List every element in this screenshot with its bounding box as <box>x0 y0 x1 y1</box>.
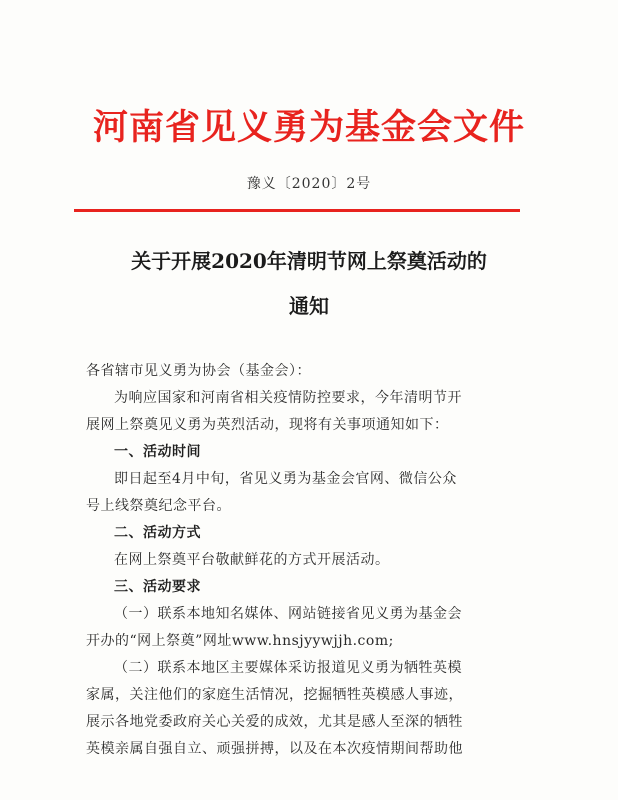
requirement-line: （二）联系本地区主要媒体采访报道见义勇为牺牲英模 <box>114 660 462 676</box>
notice-body <box>86 358 526 763</box>
notice-title-line-2: 通知 <box>289 294 329 318</box>
issuer-header-title: 河南省见义勇为基金会文件 <box>92 107 525 148</box>
requirement-line: 开办的“网上祭奠”网址www.hnsjyywjjh.com; <box>86 633 394 649</box>
requirement-line: 家属，关注他们的家庭生活情况，挖掘牺牲英模感人事迹， <box>86 687 463 703</box>
intro-line: 展网上祭奠见义勇为英烈活动，现将有关事项通知如下： <box>86 417 449 433</box>
notice-title-line-1: 关于开展2020年清明节网上祭奠活动的 <box>131 249 487 273</box>
section-heading-method: 二、活动方式 <box>114 525 201 541</box>
section-paragraph-line: 在网上祭奠平台敬献鲜花的方式开展活动。 <box>114 552 390 568</box>
requirement-line: 英模亲属自强自立、顽强拼搏，以及在本次疫情期间帮助他 <box>86 741 463 757</box>
requirement-line: （一）联系本地知名媒体、网站链接省见义勇为基金会 <box>114 606 462 622</box>
section-paragraph-line: 号上线祭奠纪念平台。 <box>86 498 231 514</box>
section-heading-time: 一、活动时间 <box>114 444 201 460</box>
document-number: 豫义〔2020〕2号 <box>246 176 372 192</box>
red-divider-line <box>74 209 520 212</box>
section-paragraph-line: 即日起至4月中旬，省见义勇为基金会官网、微信公众 <box>114 471 457 487</box>
intro-line: 为响应国家和河南省相关疫情防控要求，今年清明节开 <box>114 390 462 406</box>
requirement-line: 展示各地党委政府关心关爱的成效，尤其是感人至深的牺牲 <box>86 714 463 730</box>
section-heading-requirements: 三、活动要求 <box>114 579 201 595</box>
salutation: 各省辖市见义勇为协会（基金会）： <box>86 363 311 379</box>
